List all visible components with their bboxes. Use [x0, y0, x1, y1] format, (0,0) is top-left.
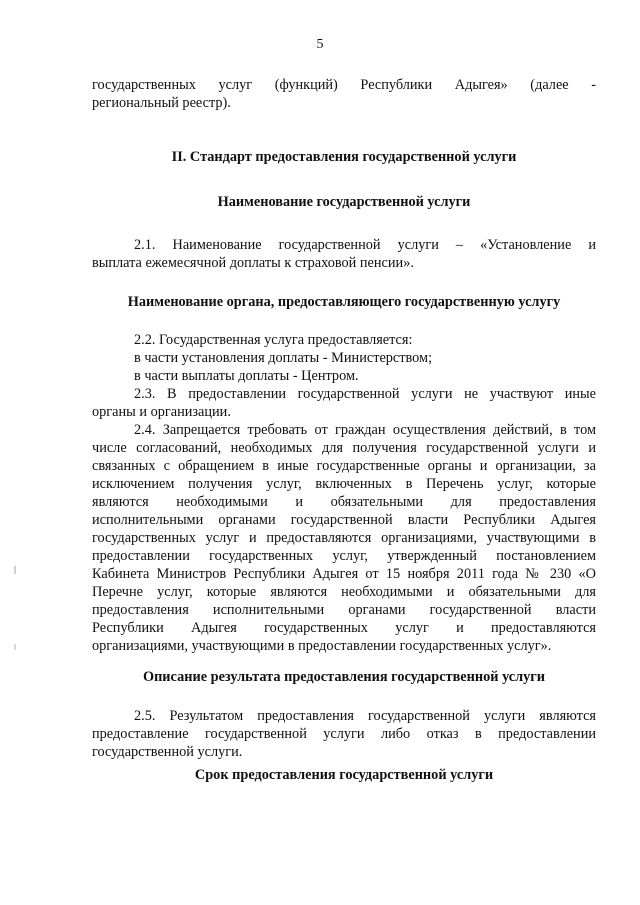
text-line: Перечне услуг, которые являются необходимыми и обязательными для [92, 584, 596, 600]
text-line: исключением получения услуг, включенных в Перечень услуг, которые [92, 476, 596, 492]
text-line: организациями, участвующими в предоставлении государственных услуг». [92, 638, 552, 654]
paragraph-2-5 [92, 707, 596, 761]
text-line: числе согласований, необходимых для получения государственной услуги и [92, 440, 596, 456]
paragraph-2-2 [92, 331, 596, 385]
text-line: исполнительными органами государственной власти Республики Адыгея [92, 512, 596, 528]
text-line: органы и организации. [92, 404, 231, 420]
text-line: государственных услуг и предоставляются организациями, участвующими в [92, 530, 596, 546]
text-line: в части установления доплаты - Министерством; [134, 350, 433, 366]
text-line: государственной услуги. [92, 744, 243, 760]
subsection-heading-term: Срок предоставления государственной услуги [194, 767, 494, 783]
text-line: являются необходимыми и обязательными для предоставления [92, 494, 596, 510]
text-line: выплата ежемесячной доплаты к страховой пенсии». [92, 255, 414, 271]
text-line: Кабинета Министров Республики Адыгея от 15 ноября 2011 года № 230 «О [92, 566, 596, 582]
subsection-heading-name: Наименование государственной услуги [217, 194, 471, 210]
text-line: региональный реестр). [92, 95, 231, 111]
paragraph-continuation [92, 76, 596, 112]
scan-mark [14, 644, 16, 650]
text-line: Республики Адыгея государственных услуг и предоставляются [92, 620, 596, 636]
text-line: 2.5. Результатом предоставления государственной услуги являются [134, 708, 596, 724]
text-line: предоставления исполнительными органами государственной власти [92, 602, 596, 618]
text-line: предоставление государственной услуги либо отказ в предоставлении [92, 726, 596, 742]
paragraph-2-3 [92, 385, 596, 421]
subsection-heading-result: Описание результата предоставления государственной услуги [142, 669, 546, 685]
section-heading: II. Стандарт предоставления государственной услуги [171, 149, 517, 165]
text-line: государственных услуг (функций) Республики Адыгея» (далее - [92, 77, 596, 93]
text-line: связанных с обращением в иные государственные органы и организации, за [92, 458, 596, 474]
scan-mark [14, 566, 16, 574]
text-line: предоставлении государственных услуг, утвержденный постановлением [92, 548, 596, 564]
paragraph-2-4 [92, 421, 596, 655]
paragraph-2-1 [92, 236, 596, 272]
text-line: 2.1. Наименование государственной услуги – «Установление и [134, 237, 596, 253]
text-line: в части выплаты доплаты - Центром. [134, 368, 359, 384]
text-line: 2.2. Государственная услуга предоставляется: [134, 332, 413, 348]
page-number: 5 [316, 37, 324, 52]
subsection-heading-organ: Наименование органа, предоставляющего государственную услугу [127, 294, 561, 310]
text-line: 2.4. Запрещается требовать от граждан осуществления действий, в том [134, 422, 596, 438]
text-line: 2.3. В предоставлении государственной услуги не участвуют иные [134, 386, 596, 402]
